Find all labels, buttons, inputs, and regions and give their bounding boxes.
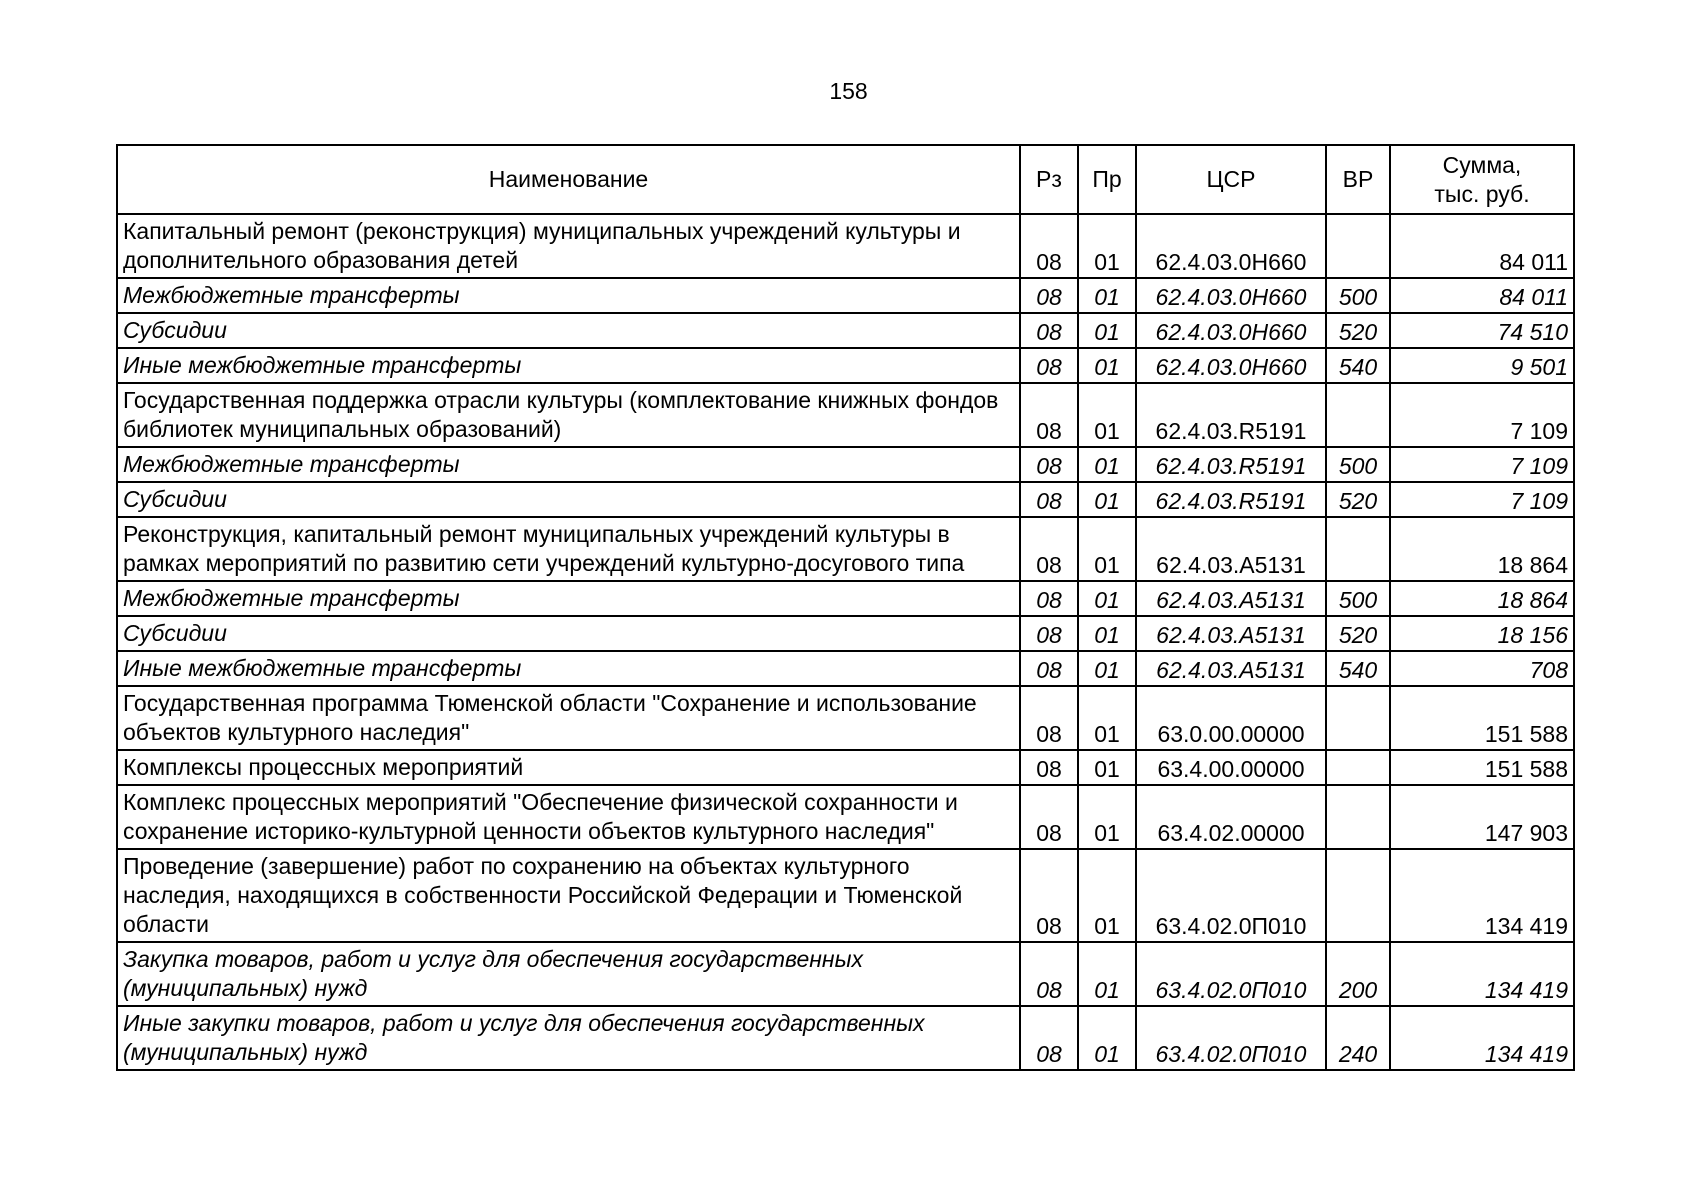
row-csr: 62.4.03.0Н660 [1136, 214, 1326, 278]
row-vr: 240 [1326, 1006, 1390, 1070]
header-vr: ВР [1326, 145, 1390, 214]
row-rz: 08 [1020, 383, 1078, 447]
header-sum-line1: Сумма, [1442, 151, 1522, 178]
header-sum-line2: тыс. руб. [1434, 180, 1530, 207]
row-pr: 01 [1078, 849, 1136, 942]
table-row [117, 447, 1574, 482]
row-sum: 84 011 [1390, 214, 1574, 278]
row-pr: 01 [1078, 785, 1136, 849]
row-rz: 08 [1020, 482, 1078, 517]
table-row [117, 214, 1574, 278]
row-name: Комплекс процессных мероприятий "Обеспечение физической сохранности и сохранение историко-культурной ценности объектов культурного наследия" [117, 785, 1020, 849]
header-name: Наименование [117, 145, 1020, 214]
row-sum: 18 864 [1390, 517, 1574, 581]
row-name: Проведение (завершение) работ по сохранению на объектах культурного наследия, находящихся в собственности Российской Федерации и Тюменской области [117, 849, 1020, 942]
row-csr: 63.4.02.0П010 [1136, 942, 1326, 1006]
table-header-row [117, 145, 1574, 214]
row-csr: 62.4.03.А5131 [1136, 517, 1326, 581]
row-sum: 7 109 [1390, 383, 1574, 447]
row-rz: 08 [1020, 750, 1078, 785]
row-sum: 151 588 [1390, 686, 1574, 750]
header-pr: Пр [1078, 145, 1136, 214]
row-name: Иные межбюджетные трансферты [117, 651, 1020, 686]
row-csr: 62.4.03.0Н660 [1136, 313, 1326, 348]
row-vr: 540 [1326, 348, 1390, 383]
row-rz: 08 [1020, 581, 1078, 616]
table-row [117, 942, 1574, 1006]
row-csr: 62.4.03.R5191 [1136, 383, 1326, 447]
row-name: Реконструкция, капитальный ремонт муниципальных учреждений культуры в рамках мероприятий по развитию сети учреждений культурно-досугового типа [117, 517, 1020, 581]
table-row [117, 616, 1574, 651]
header-csr: ЦСР [1136, 145, 1326, 214]
row-vr [1326, 214, 1390, 278]
row-sum: 7 109 [1390, 447, 1574, 482]
row-sum: 9 501 [1390, 348, 1574, 383]
row-pr: 01 [1078, 383, 1136, 447]
row-name: Межбюджетные трансферты [117, 447, 1020, 482]
row-vr [1326, 849, 1390, 942]
row-rz: 08 [1020, 686, 1078, 750]
table-body [117, 214, 1574, 1070]
row-sum: 134 419 [1390, 1006, 1574, 1070]
row-pr: 01 [1078, 651, 1136, 686]
row-pr: 01 [1078, 750, 1136, 785]
row-pr: 01 [1078, 1006, 1136, 1070]
page-number: 158 [829, 78, 868, 104]
table-row [117, 581, 1574, 616]
row-pr: 01 [1078, 517, 1136, 581]
row-pr: 01 [1078, 313, 1136, 348]
row-rz: 08 [1020, 517, 1078, 581]
row-pr: 01 [1078, 581, 1136, 616]
row-vr: 500 [1326, 581, 1390, 616]
row-sum: 7 109 [1390, 482, 1574, 517]
row-csr: 63.4.02.0П010 [1136, 1006, 1326, 1070]
row-name: Иные межбюджетные трансферты [117, 348, 1020, 383]
row-csr: 62.4.03.А5131 [1136, 616, 1326, 651]
row-csr: 63.4.02.00000 [1136, 785, 1326, 849]
row-vr: 500 [1326, 278, 1390, 313]
row-name: Комплексы процессных мероприятий [117, 750, 1020, 785]
table-row [117, 785, 1574, 849]
row-pr: 01 [1078, 447, 1136, 482]
table-row [117, 313, 1574, 348]
row-rz: 08 [1020, 616, 1078, 651]
row-sum: 151 588 [1390, 750, 1574, 785]
row-rz: 08 [1020, 785, 1078, 849]
row-csr: 63.0.00.00000 [1136, 686, 1326, 750]
row-name: Субсидии [117, 482, 1020, 517]
row-sum: 134 419 [1390, 942, 1574, 1006]
row-pr: 01 [1078, 616, 1136, 651]
row-name: Субсидии [117, 313, 1020, 348]
table-row [117, 482, 1574, 517]
row-vr: 500 [1326, 447, 1390, 482]
row-pr: 01 [1078, 942, 1136, 1006]
row-vr [1326, 750, 1390, 785]
row-rz: 08 [1020, 348, 1078, 383]
row-csr: 62.4.03.0Н660 [1136, 278, 1326, 313]
row-csr: 62.4.03.А5131 [1136, 581, 1326, 616]
row-vr [1326, 517, 1390, 581]
table-row [117, 849, 1574, 942]
row-name: Субсидии [117, 616, 1020, 651]
row-vr: 520 [1326, 313, 1390, 348]
table-row [117, 383, 1574, 447]
row-vr [1326, 686, 1390, 750]
row-csr: 62.4.03.А5131 [1136, 651, 1326, 686]
row-name: Межбюджетные трансферты [117, 278, 1020, 313]
row-vr: 200 [1326, 942, 1390, 1006]
row-pr: 01 [1078, 482, 1136, 517]
row-rz: 08 [1020, 214, 1078, 278]
row-name: Государственная поддержка отрасли культуры (комплектование книжных фондов библиотек муниципальных образований) [117, 383, 1020, 447]
row-rz: 08 [1020, 278, 1078, 313]
table-row [117, 686, 1574, 750]
row-sum: 74 510 [1390, 313, 1574, 348]
table-row [117, 1006, 1574, 1070]
row-sum: 147 903 [1390, 785, 1574, 849]
row-vr: 520 [1326, 482, 1390, 517]
row-sum: 18 156 [1390, 616, 1574, 651]
row-vr: 540 [1326, 651, 1390, 686]
row-vr [1326, 383, 1390, 447]
row-pr: 01 [1078, 214, 1136, 278]
row-pr: 01 [1078, 686, 1136, 750]
row-sum: 84 011 [1390, 278, 1574, 313]
row-csr: 62.4.03.R5191 [1136, 482, 1326, 517]
header-rz: Рз [1020, 145, 1078, 214]
row-rz: 08 [1020, 651, 1078, 686]
row-vr: 520 [1326, 616, 1390, 651]
budget-table [116, 144, 1575, 1071]
row-name: Государственная программа Тюменской области "Сохранение и использование объектов культурного наследия" [117, 686, 1020, 750]
row-pr: 01 [1078, 278, 1136, 313]
row-csr: 62.4.03.R5191 [1136, 447, 1326, 482]
table-row [117, 278, 1574, 313]
row-name: Межбюджетные трансферты [117, 581, 1020, 616]
row-csr: 62.4.03.0Н660 [1136, 348, 1326, 383]
table-row [117, 348, 1574, 383]
row-name: Иные закупки товаров, работ и услуг для обеспечения государственных (муниципальных) нужд [117, 1006, 1020, 1070]
row-csr: 63.4.00.00000 [1136, 750, 1326, 785]
row-rz: 08 [1020, 849, 1078, 942]
row-rz: 08 [1020, 313, 1078, 348]
row-sum: 134 419 [1390, 849, 1574, 942]
row-rz: 08 [1020, 1006, 1078, 1070]
row-sum: 708 [1390, 651, 1574, 686]
row-name: Закупка товаров, работ и услуг для обеспечения государственных (муниципальных) нужд [117, 942, 1020, 1006]
row-vr [1326, 785, 1390, 849]
row-name: Капитальный ремонт (реконструкция) муниципальных учреждений культуры и дополнительного образования детей [117, 214, 1020, 278]
table-row [117, 517, 1574, 581]
row-pr: 01 [1078, 348, 1136, 383]
table-row [117, 651, 1574, 686]
table-row [117, 750, 1574, 785]
row-csr: 63.4.02.0П010 [1136, 849, 1326, 942]
header-sum [1390, 145, 1574, 214]
row-rz: 08 [1020, 447, 1078, 482]
row-sum: 18 864 [1390, 581, 1574, 616]
row-rz: 08 [1020, 942, 1078, 1006]
